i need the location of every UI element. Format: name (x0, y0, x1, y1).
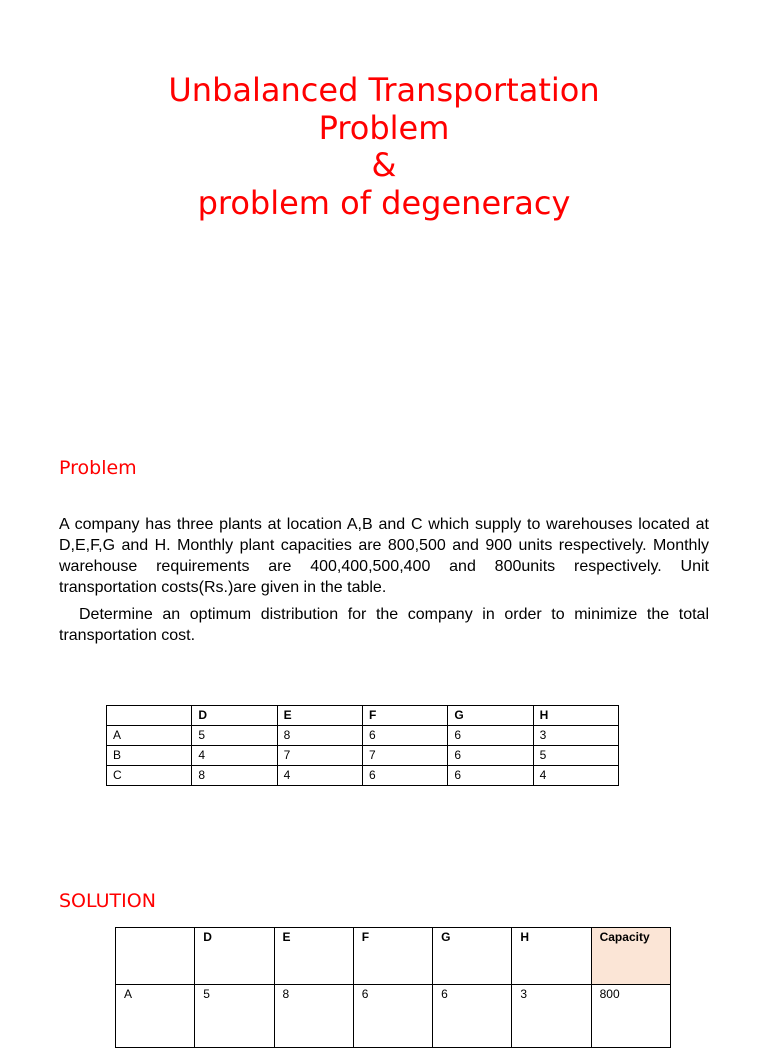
table-cell: A (116, 985, 195, 1048)
table-row (107, 726, 619, 746)
title-line-1: Unbalanced Transportation (168, 71, 600, 109)
table-cell: 3 (512, 985, 591, 1048)
solution-header-cell: F (353, 928, 432, 985)
objective-paragraph: Determine an optimum distribution for the company in order to minimize the total transportation cost. (59, 606, 709, 644)
table-cell: 5 (533, 746, 618, 766)
solution-table-header-row (116, 928, 671, 985)
solution-header-cell: D (195, 928, 274, 985)
table-row (107, 746, 619, 766)
cost-header-cell (107, 706, 192, 726)
table-cell: 5 (195, 985, 274, 1048)
solution-header-cell: H (512, 928, 591, 985)
table-cell: 8 (277, 726, 362, 746)
table-cell: 7 (277, 746, 362, 766)
page-title (0, 72, 768, 222)
table-cell: 5 (192, 726, 277, 746)
cost-header-cell: G (448, 706, 533, 726)
table-cell: 7 (362, 746, 447, 766)
cost-header-cell: F (362, 706, 447, 726)
capacity-header-cell: Capacity (591, 928, 670, 985)
cost-table (106, 705, 619, 786)
table-cell: 8 (192, 766, 277, 786)
table-cell: 8 (274, 985, 353, 1048)
table-cell: 6 (448, 726, 533, 746)
table-cell: 4 (192, 746, 277, 766)
table-row (116, 985, 671, 1048)
table-cell: 4 (277, 766, 362, 786)
solution-header-cell: G (433, 928, 512, 985)
cost-table-header-row (107, 706, 619, 726)
table-cell: 800 (591, 985, 670, 1048)
solution-header-cell: E (274, 928, 353, 985)
cost-header-cell: D (192, 706, 277, 726)
table-cell: 6 (353, 985, 432, 1048)
table-cell: B (107, 746, 192, 766)
title-line-3: & (371, 146, 397, 184)
title-line-4: problem of degeneracy (197, 183, 571, 222)
solution-header-cell (116, 928, 195, 985)
table-cell: A (107, 726, 192, 746)
table-cell: 4 (533, 766, 618, 786)
table-cell: 6 (433, 985, 512, 1048)
table-row (107, 766, 619, 786)
cost-header-cell: E (277, 706, 362, 726)
table-cell: 6 (448, 746, 533, 766)
table-cell: C (107, 766, 192, 786)
title-line-2: Problem (318, 108, 450, 147)
table-cell: 6 (362, 766, 447, 786)
table-cell: 3 (533, 726, 618, 746)
problem-heading: Problem (59, 457, 137, 479)
table-cell: 6 (448, 766, 533, 786)
problem-paragraph: A company has three plants at location A,B and C which supply to warehouses located at D,E,F,G and H. Monthly plant capacities are 800,500 and 900 units respectively. Monthly warehouse requirements are 400,400,500,400 and 800units respectively. Unit transportation costs(Rs.)are given in the table. (59, 516, 709, 596)
table-cell: 6 (362, 726, 447, 746)
cost-header-cell: H (533, 706, 618, 726)
solution-heading: SOLUTION (59, 890, 156, 912)
solution-table (115, 927, 671, 1048)
